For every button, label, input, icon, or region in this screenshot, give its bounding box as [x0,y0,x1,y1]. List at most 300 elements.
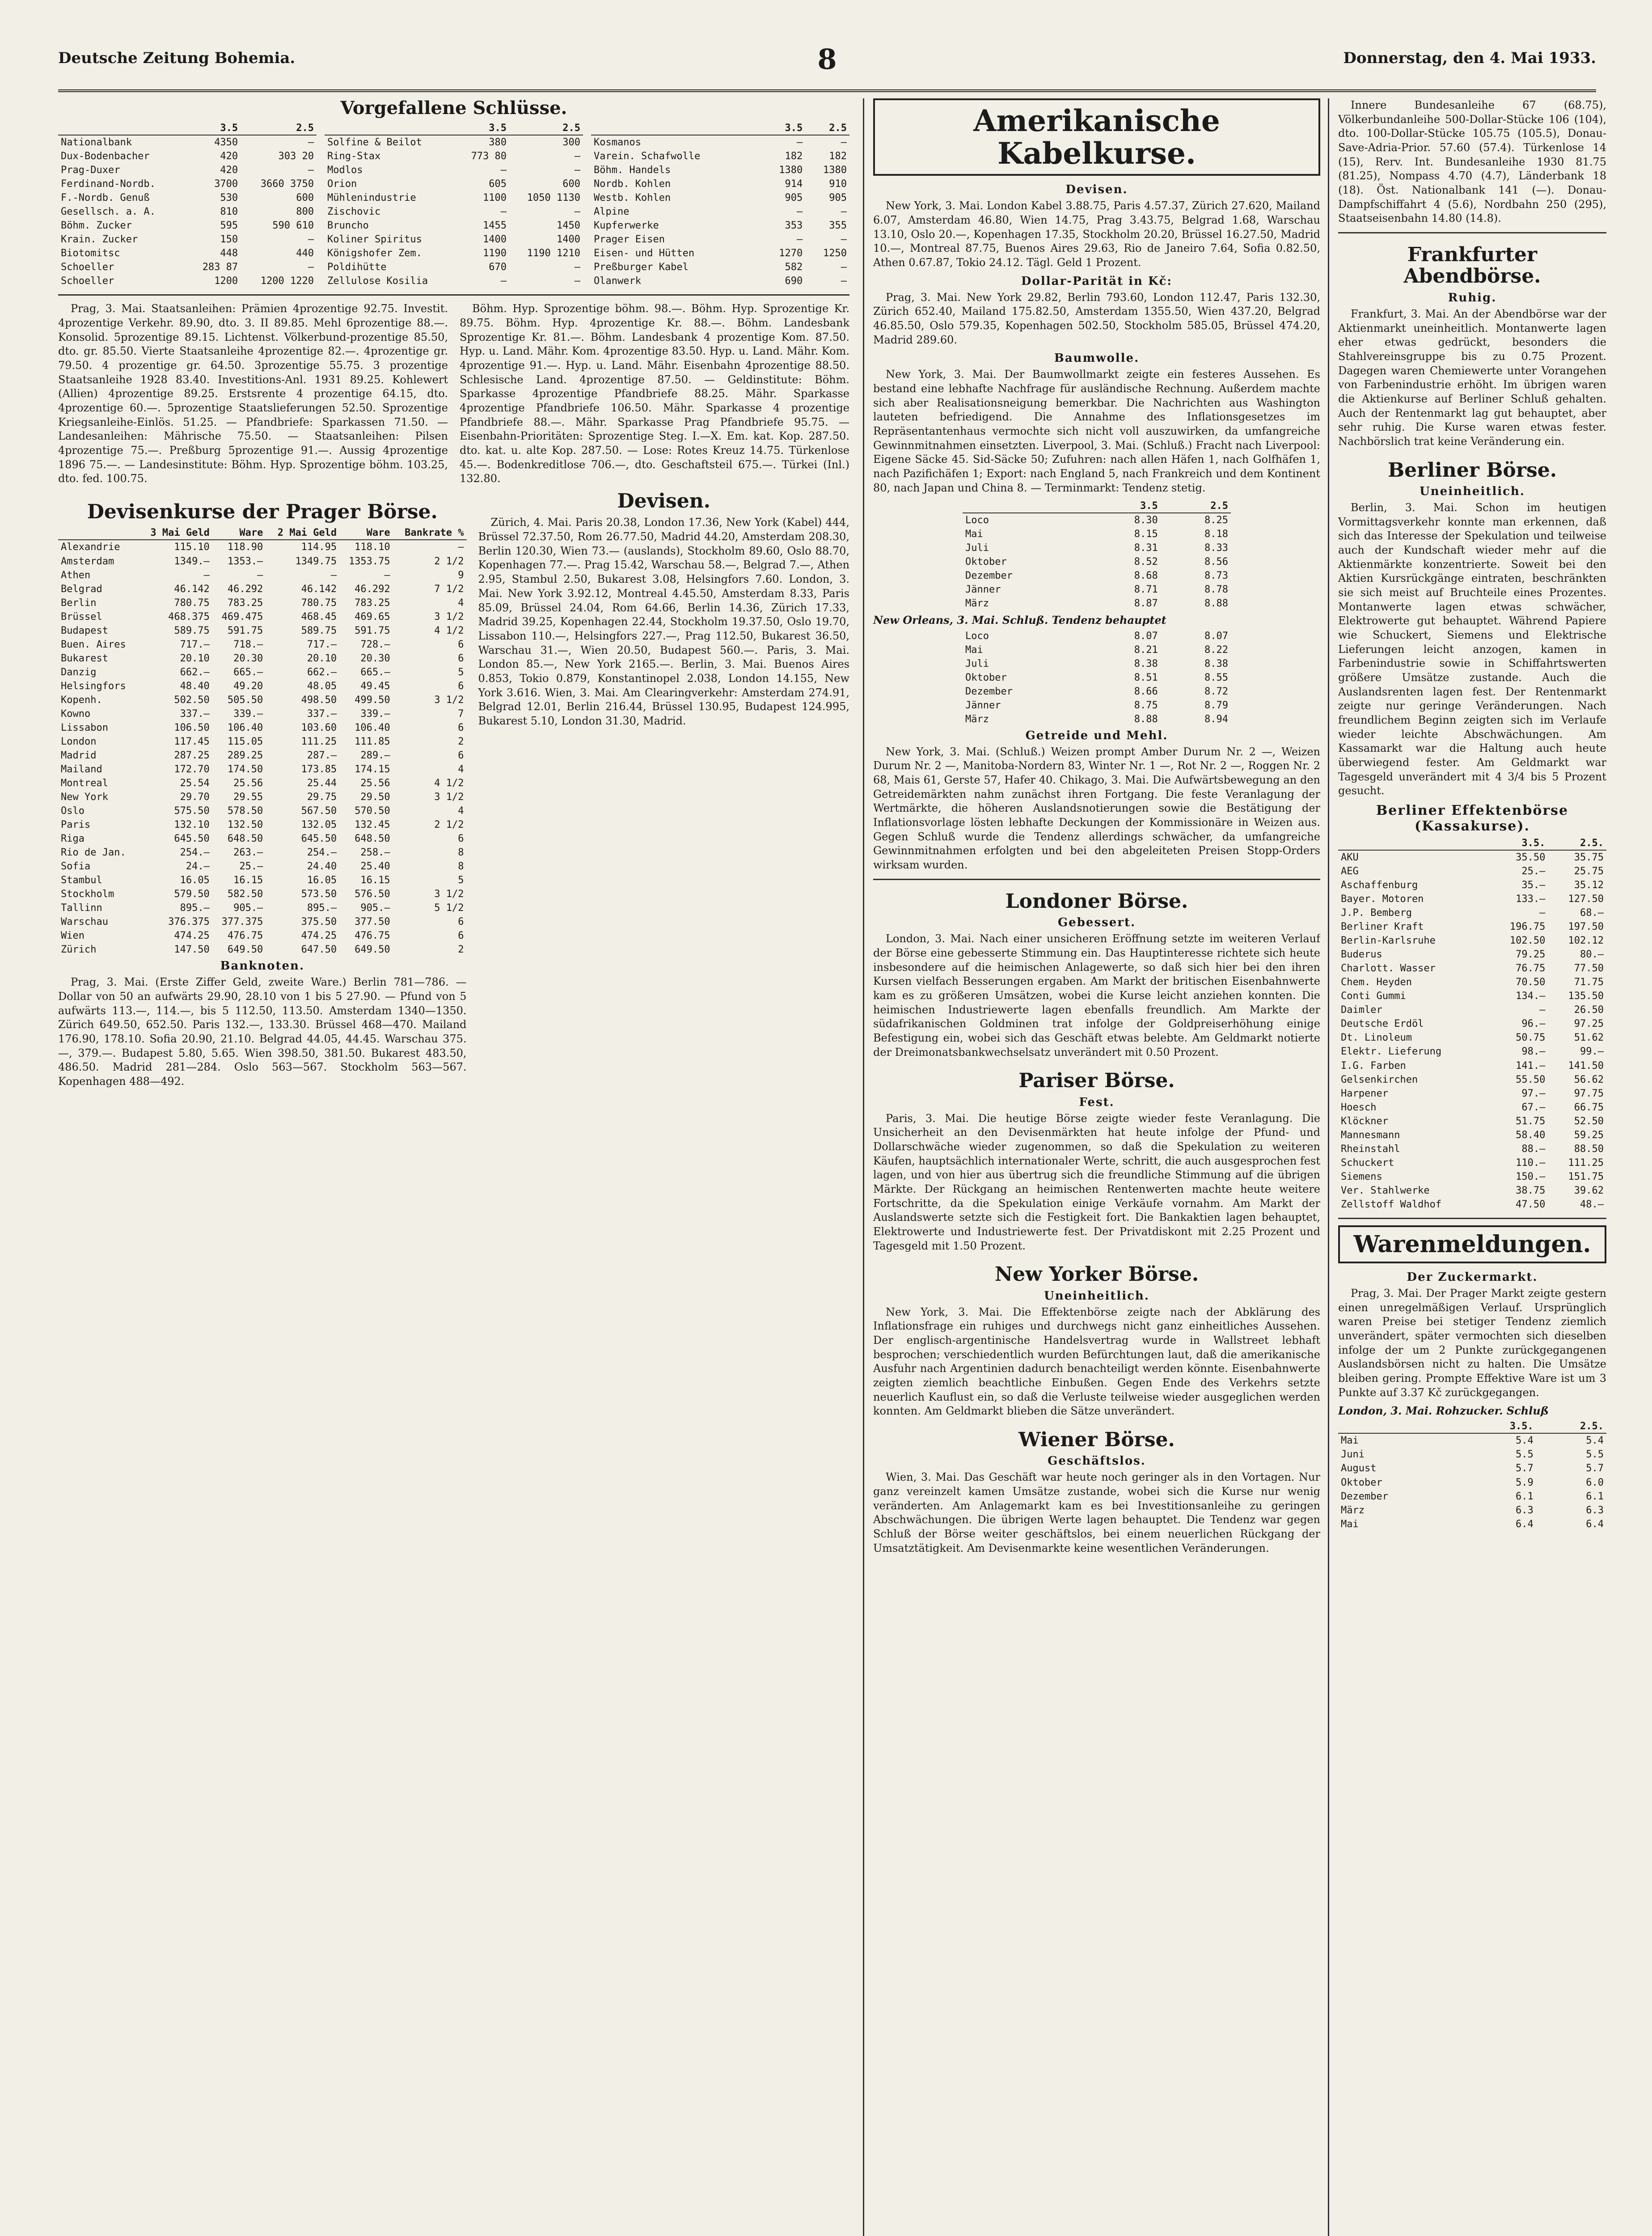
table-cell: 605 [489,178,507,190]
sugar-row [1338,1517,1606,1531]
table-cell: Dezember [965,686,1013,697]
column-header [325,122,458,135]
table-cell: 647.50 [301,944,337,956]
table-cell: 1353.75 [348,555,390,567]
table-cell: Tallinn [61,902,102,914]
stock-row [591,219,849,233]
table-cell: 88.— [1521,1143,1546,1155]
table-cell: Nordb. Kohlen [594,178,671,190]
table-cell: 47.50 [1516,1198,1546,1210]
table-cell: Jänner [965,699,1001,711]
table-cell: 67.— [1521,1101,1546,1113]
table-cell: 1190 [483,248,507,259]
frankfurt-heading: Frankfurter Abendbörse. [1403,243,1541,288]
table-cell: 5.4 [1586,1435,1604,1447]
table-cell: 5.5 [1586,1449,1604,1461]
table-cell: 98.— [1521,1046,1546,1058]
table-cell: Preßburger Kabel [594,262,689,273]
effekten-row [1338,892,1606,906]
table-cell: Modlos [327,165,363,176]
table-cell: Königshofer Zem. [327,248,422,259]
table-cell: 648.50 [227,833,263,845]
masthead-newspaper-name: Deutsche Zeitung Bohemia. [58,49,296,67]
table-cell: — [796,206,803,218]
table-cell: 76.75 [1516,963,1546,974]
effekten-row [1338,1017,1606,1031]
table-cell: 58.40 [1516,1129,1546,1141]
fx-row [58,762,467,776]
table-cell: 8.51 [1134,672,1158,683]
table-cell: — [574,206,580,218]
table-cell: 474.25 [301,930,337,942]
effekten-row [1338,1142,1606,1156]
table-cell: 8.55 [1204,672,1228,683]
table-cell: 51.75 [1516,1115,1546,1127]
closings-tables [58,122,849,288]
effekten-row [1338,1059,1606,1073]
effekten-row [1338,1045,1606,1059]
effekten-row [1338,1114,1606,1128]
table-cell: 254.— [307,847,337,859]
table-cell: 25.— [1521,866,1546,877]
table-cell: Brüssel [61,611,102,623]
cotton-row [963,569,1231,583]
table-cell: 8.33 [1204,542,1228,554]
table-cell: Buen. Aires [61,639,126,650]
table-cell: 4 1/2 [434,778,464,789]
table-cell: 50.75 [1516,1032,1546,1044]
table-cell: 287.— [307,750,337,761]
table-cell: — [796,234,803,246]
table-cell: 6 [458,652,464,664]
zucker-text: Prag, 3. Mai. Der Prager Markt zeigte gestern einen unregelmäßigen Verlauf. Ursprünglich waren Preise bei stetiger Tendenz ziemlich unverändert, später vermochten sich dieselben infolge der um 2 Punkte zurückgegangenen Auslandsbörsen nicht zu halten. Die Umsätze bleiben gering. Prompte Effektive Ware ist um 3 Punkte auf 3.37 Kč zurückgegangen. [1338,1287,1606,1399]
table-cell: — [574,165,580,176]
table-cell: 582 [785,262,803,273]
table-cell: 151.75 [1568,1171,1604,1182]
table-cell: 6.0 [1586,1477,1604,1488]
table-cell: August [1341,1463,1377,1474]
sugar-row [1338,1490,1606,1503]
table-cell: 97.75 [1574,1088,1604,1099]
table-cell: Mannesmann [1341,1129,1400,1141]
table-cell: Kopenh. [61,694,102,706]
stock-row [325,219,583,233]
table-cell: 289.— [360,750,390,761]
table-cell: 448 [220,248,238,259]
table-cell: 420 [220,165,238,176]
table-cell: 25.56 [233,778,263,789]
banknoten-heading: Banknoten. [220,959,305,973]
nyse-text: New York, 3. Mai. Die Effektenbörse zeigte nach der Abklärung des Inflationsfrage ein ruhiges und durchwegs nicht ganz einheitliches Aussehen. Der englisch-argentinische Handelsvertrag wurde in Wallstreet lebhaft besprochen; verschiedentlich wurden Befürchtungen laut, daß die amerikanische Ausfuhr nach Argentinien dadurch benachteiligt werden könnte. Eisenbahnwerte zeigten ziemlich beachtliche Einbußen. Gegen Ende des Verkehrs setzte neuerlich Kauflust ein, so daß die Verluste teilweise wieder ausgeglichen werden konnten. Am Geldmarkt blieben die Sätze unverändert. [873,1305,1320,1418]
table-cell: 5 [458,875,464,886]
closings-heading: Vorgefallene Schlüsse. [340,98,567,119]
table-cell: 20.30 [360,652,390,664]
table-cell: 25.44 [307,778,337,789]
table-cell: 468.375 [168,611,210,623]
table-header-row [1338,837,1606,850]
table-cell: 4350 [214,137,238,148]
table-cell: 474.25 [174,930,210,942]
column-right [1328,98,1606,2236]
table-cell: 6.3 [1586,1504,1604,1516]
effekten-row [1338,1198,1606,1211]
effekten-row [1338,1170,1606,1184]
fx-row [58,873,467,887]
fx-row [58,790,467,804]
fx-row [58,665,467,679]
effekten-row [1338,1156,1606,1170]
table-cell: — [458,542,464,553]
table-cell: 8.18 [1204,529,1228,540]
table-cell: Chem. Heyden [1341,977,1412,988]
table-cell: 150 [220,234,238,246]
table-cell: 353 [785,220,803,232]
table-cell: 48.— [1580,1198,1604,1210]
table-cell: — [1539,907,1546,919]
effekten-row [1338,878,1606,892]
stock-row [58,274,317,288]
table-cell: — [308,262,314,273]
table-cell: Oslo [61,805,85,817]
table-cell: 29.50 [360,792,390,803]
column-header [963,500,1090,513]
fx-row [58,540,467,554]
cotton-no-table [963,629,1231,726]
table-cell: Westb. Kohlen [594,192,671,204]
effekten-row [1338,1031,1606,1045]
table-cell: 670 [489,262,507,273]
table-cell: Nationalbank [61,137,132,148]
table-cell: 573.50 [301,889,337,900]
table-cell: 783.25 [355,597,390,609]
table-cell: Montreal [61,778,108,789]
cotton-row [963,685,1231,699]
table-cell: 8.78 [1204,584,1228,596]
table-cell: 118.90 [227,542,263,553]
table-cell: 59.25 [1574,1129,1604,1141]
table-cell: Mai [1341,1518,1359,1530]
table-cell: — [574,262,580,273]
table-cell: J.P. Bemberg [1341,907,1412,919]
table-cell: 8.88 [1134,713,1158,725]
table-cell: 590 610 [272,220,314,232]
table-cell: 810 [220,206,238,218]
table-cell: 80.— [1580,949,1604,961]
table-cell: Charlott. Wasser [1341,963,1436,974]
stock-row [58,205,317,219]
fx-row [58,610,467,624]
table-cell: Ring-Stax [327,151,381,162]
table-cell: 8 [458,861,464,872]
table-cell: 2 1/2 [434,819,464,831]
stock-row [58,246,317,260]
table-cell: — [500,275,507,287]
table-cell: I.G. Farben [1341,1060,1406,1071]
table-cell: Schoeller [61,275,114,287]
table-cell: 6.3 [1515,1504,1534,1516]
table-cell: Krain. Zucker [61,234,138,246]
table-cell: 728.— [360,639,390,650]
table-cell: 5.5 [1515,1449,1534,1461]
effekten-row [1338,934,1606,948]
table-cell: 600 [296,192,314,204]
dollar-parity-heading: Dollar-Parität in Kč: [1021,274,1173,288]
table-cell: 800 [296,206,314,218]
table-header-row [325,122,583,135]
col1-lower [58,491,849,1093]
fx-row [58,749,467,762]
table-cell: 662.— [180,666,210,678]
table-cell: 49.20 [233,680,263,692]
table-cell: 1353.— [227,555,263,567]
table-cell: — [574,275,580,287]
table-cell: 1450 [557,220,580,232]
table-cell: 97.— [1521,1088,1546,1099]
table-cell: März [965,713,989,725]
table-cell: 115.10 [174,542,210,553]
table-cell: 25.54 [180,778,210,789]
table-cell: Prag-Duxer [61,165,120,176]
table-cell: Buderus [1341,949,1382,961]
table-cell: 502.50 [174,694,210,706]
table-cell: 376.375 [168,916,210,928]
table-cell: Oktober [965,672,1007,683]
effekten-row [1338,948,1606,961]
table-cell: März [1341,1504,1365,1516]
table-cell: 339.— [233,708,263,720]
table-cell: Biotomitsc [61,248,120,259]
table-cell: 6.4 [1515,1518,1534,1530]
table-cell: 8.88 [1204,598,1228,610]
table-cell: Berlin-Karlsruhe [1341,935,1436,947]
table-cell: 29.55 [233,792,263,803]
table-cell: 8.52 [1134,556,1158,568]
table-cell: 476.75 [355,930,390,942]
table-cell: 25.56 [360,778,390,789]
table-cell: — [330,569,337,581]
table-cell: Aschaffenburg [1341,880,1418,891]
column-header: 2.5. [1548,837,1606,850]
sugar-row [1338,1476,1606,1490]
table-cell: 66.75 [1574,1101,1604,1113]
table-cell: Alexandrie [61,542,120,553]
effekten-row [1338,1128,1606,1142]
table-cell: 783.25 [227,597,263,609]
table-cell: 56.62 [1574,1074,1604,1085]
column-header: 3.5 [188,122,241,135]
column-header [591,122,761,135]
table-cell: 6.1 [1515,1491,1534,1502]
fx-row [58,832,467,846]
london-text: London, 3. Mai. Nach einer unsicheren Eröffnung setzte im weiteren Verlauf der Börse eine gebesserte Stimmung ein. Das Hauptinteresse richtete sich heute insbesondere auf die heimischen Anlagewerte, so daß sich hier bei den ihren Kursen vielfach Besserungen ergaben. Am Markt der britischen Eisenbahnwerte kam es zu größeren Umsätzen, wobei die Kurse leicht anziehen konnten. Die heimischen Industriewerte lagen ebenfalls freundlich. Am Markte der südafrikanischen Goldminen trat infolge der Goldpreiserhöhung einige Befestigung ein, wobei sich das Geschäft etwas belebte. Am Geldmarkt notierte der Dreimonatsbankwechselsatz unverändert mit 0.50 Prozent. [873,932,1320,1059]
table-cell: 71.75 [1574,977,1604,988]
table-cell: 35.50 [1516,852,1546,864]
fx-section [58,491,467,1093]
table-cell: 645.50 [174,833,210,845]
table-cell: 3660 3750 [260,178,314,190]
table-cell: — [500,165,507,176]
fx-row [58,735,467,749]
table-cell: 35.— [1521,880,1546,891]
cable-rates-heading: Amerikanische Kabelkurse. [873,98,1320,176]
table-cell: Mai [965,644,983,656]
table-cell: 9 [458,569,464,581]
table-cell: 578.50 [227,805,263,817]
nyse-heading: New Yorker Börse. [994,1263,1199,1286]
berlin-subheading: Uneinheitlich. [1420,484,1525,498]
table-cell: — [796,137,803,148]
cotton-row [963,583,1231,597]
table-cell: 196.75 [1509,921,1546,933]
cotton-row [963,643,1231,657]
effekten-row [1338,1184,1606,1198]
table-cell: 8.72 [1204,686,1228,697]
table-cell: 197.50 [1568,921,1604,933]
effekten-row [1338,1003,1606,1017]
table-cell: 591.75 [355,625,390,636]
wien-subheading: Geschäftslos. [1048,1454,1146,1468]
column-header [58,526,139,540]
table-cell: 8.15 [1134,529,1158,540]
table-cell: 575.50 [174,805,210,817]
column-header: Ware [212,526,266,540]
table-cell: 141.— [1516,1060,1546,1071]
table-cell: Stambul [61,875,102,886]
table-cell: 8.21 [1134,644,1158,656]
fx-row [58,693,467,707]
column-header [1338,1420,1466,1433]
table-cell: 1400 [483,234,507,246]
table-cell: 8 [458,847,464,859]
table-cell: 649.50 [355,944,390,956]
table-cell: 530 [220,192,238,204]
table-cell: — [384,569,390,581]
stock-row [58,163,317,177]
table-cell: Sofia [61,861,91,872]
table-cell: Gesellsch. a. A. [61,206,156,218]
table-cell: 106.40 [227,722,263,733]
table-cell: 8.75 [1134,699,1158,711]
stock-row [591,191,849,205]
table-cell: 4 [458,597,464,609]
stock-row [591,233,849,246]
wien-heading: Wiener Börse. [1018,1428,1175,1452]
table-cell: 6 [458,680,464,692]
effekten-table [1338,837,1606,1211]
table-cell: Amsterdam [61,555,114,567]
table-cell: — [203,569,210,581]
table-cell: Mai [1341,1435,1359,1447]
wien-text: Wien, 3. Mai. Das Geschäft war heute noch geringer als in den Vortagen. Nur ganz vereinzelt kamen Umsätze zustande, wobei sich die Kurse nur wenig veränderten. Am Anlagemarkt kam es bei Investitionsanleihe zu geringen Abschwächungen. Die übrigen Werte lagen behauptet. Die Tendenz war gegen Schluß der Börse weiter geschäftslos, bei einem neuerlichen Rückgang der Umsatztätigkeit. Am Devisenmarkte keine wesentlichen Veränderungen. [873,1471,1320,1554]
cotton-row [963,555,1231,569]
table-cell: — [308,165,314,176]
baumwolle-heading: Baumwolle. [1054,351,1140,365]
column-header: 3.5 [458,122,509,135]
stock-row [325,191,583,205]
table-cell: Schuckert [1341,1157,1394,1169]
table-cell: 46.142 [174,583,210,595]
table-cell: Berliner Kraft [1341,921,1424,933]
table-cell: F.-Nordb. Genuß [61,192,150,204]
table-cell: 150.— [1516,1171,1546,1182]
paris-text: Paris, 3. Mai. Die heutige Börse zeigte wieder feste Veranlagung. Die Unsicherheit an den Devisenmärkten hat heute infolge der Pfund- und Dollarschwäche wieder zugenommen, so daß die Spekulation zu weiteren Käufen, hauptsächlich internationaler Werte, schritt, die auch ausgesprochen fest lagen, und von hier aus übertrug sich die freundliche Stimmung auf die übrigen Märkte. Der Rückgang an heimischen Rentenwerten machte heute weitere Fortschritte, da die Spekulation einige Verkäufe vornahm. Am Markt der Auslandswerte setzte sich die Festigkeit fort. Die Bankaktien lagen behauptet, Elektrowerte und Industriewerte fest. Der Privatdiskont mit 2.25 Prozent und Tagesgeld mit 1.50 Prozent. [873,1112,1320,1252]
table-cell: — [841,206,847,218]
fx-row [58,943,467,957]
column-header: 2.5 [509,122,583,135]
table-cell: 7 [458,708,464,720]
table-cell: 5.7 [1586,1463,1604,1474]
table-cell: Berlin [61,597,97,609]
effekten-row [1338,906,1606,920]
table-cell: Zellulose Kosilia [327,275,428,287]
table-cell: — [841,262,847,273]
fx-row [58,929,467,943]
fx-row [58,638,467,652]
table-cell: Bayer. Motoren [1341,894,1424,905]
table-cell: 29.70 [180,792,210,803]
table-cell: 115.05 [227,736,263,747]
sugar-row [1338,1448,1606,1461]
table-cell: 141.50 [1568,1060,1604,1071]
table-cell: Ver. Stahlwerke [1341,1185,1430,1196]
table-cell: 39.62 [1574,1185,1604,1196]
stock-row [325,274,583,288]
table-cell: Eisen- und Hütten [594,248,695,259]
table-cell: 5 1/2 [434,902,464,914]
effekten-heading: Berliner Effektenbörse (Kassakurse). [1376,803,1569,834]
table-cell: 102.12 [1568,935,1604,947]
table-cell: Mühlenindustrie [327,192,416,204]
table-cell: 134.— [1516,991,1546,1002]
table-cell: 3 1/2 [434,792,464,803]
table-cell: 102.50 [1509,935,1546,947]
table-cell: 1200 [214,275,238,287]
table-cell: 46.292 [355,583,390,595]
table-cell: 8.07 [1134,630,1158,642]
fx-row [58,915,467,929]
table-cell: 132.45 [355,819,390,831]
table-header-row [1338,1420,1606,1433]
fx-row [58,887,467,901]
table-cell: 135.50 [1568,991,1604,1002]
table-header-row [591,122,849,135]
table-cell: 263.— [233,847,263,859]
table-cell: 25.— [239,861,263,872]
table-header-row [58,122,317,135]
effekten-row [1338,864,1606,878]
table-cell: 1349.— [174,555,210,567]
stock-row [591,205,849,219]
table-cell: 24.40 [307,861,337,872]
table-cell: 118.10 [355,542,390,553]
table-cell: 6 [458,930,464,942]
table-cell: 567.50 [301,805,337,817]
table-cell: März [965,598,989,610]
column-header: 2.5. [1536,1420,1606,1433]
column-middle [863,98,1320,2236]
table-cell: 780.75 [301,597,337,609]
table-cell: 106.40 [355,722,390,733]
fx-row [58,652,467,665]
effekten-row [1338,989,1606,1003]
table-cell: 1200 1220 [260,275,314,287]
table-cell: 905 [829,192,847,204]
waren-heading: Warenmeldungen. [1338,1225,1606,1263]
table-cell: 254.— [180,847,210,859]
table-cell: 6 [458,750,464,761]
stock-row [591,274,849,288]
table-cell: 8.56 [1204,556,1228,568]
